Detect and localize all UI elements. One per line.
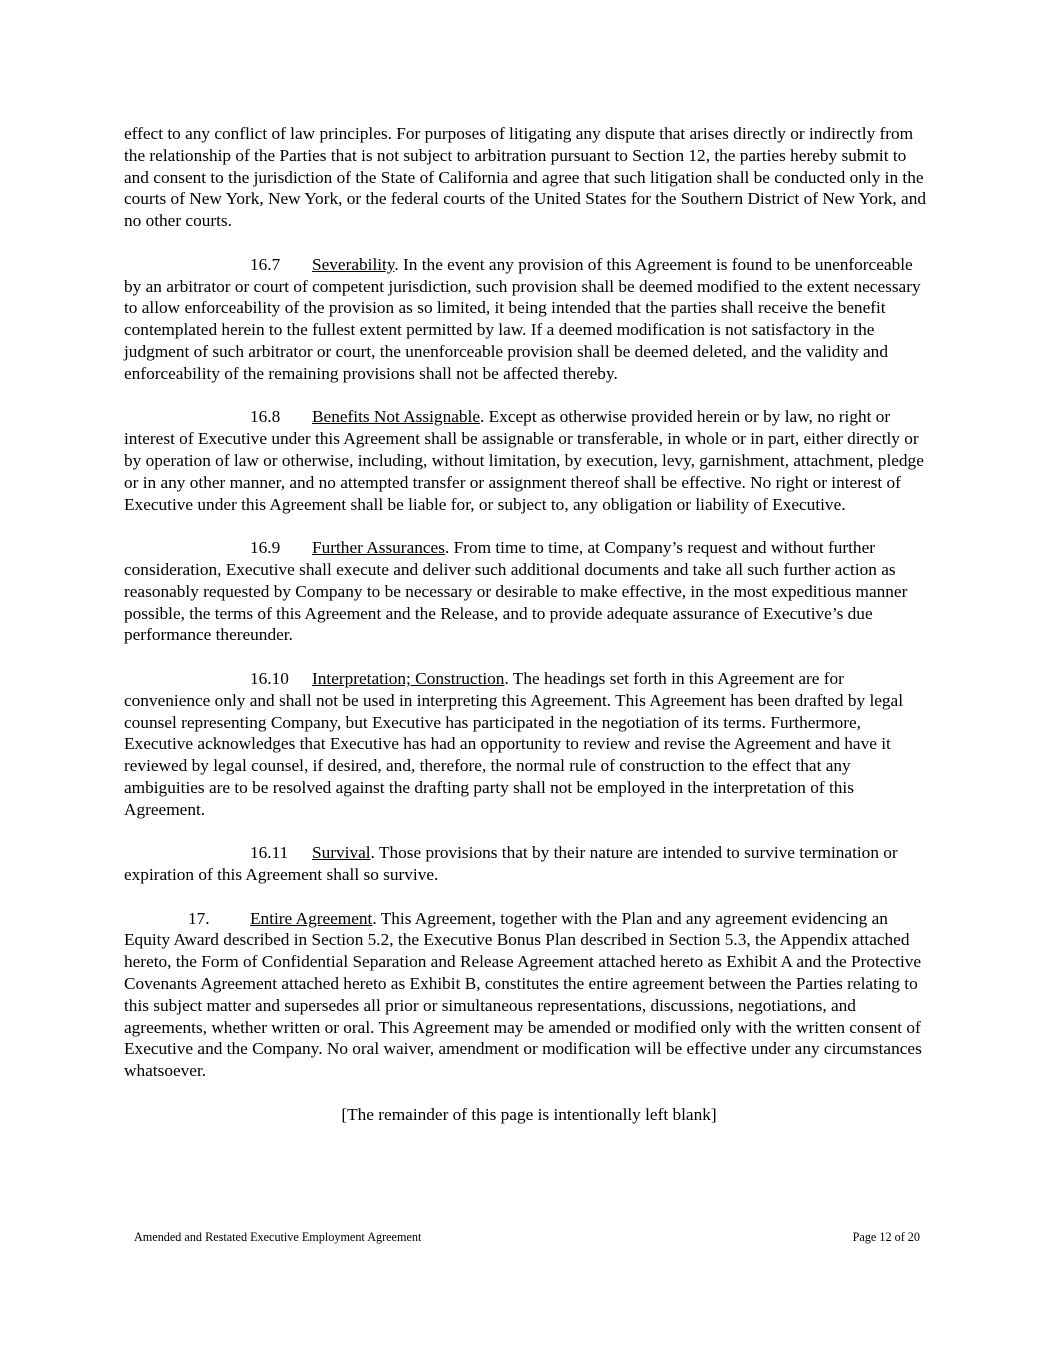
section-number: 16.10	[250, 668, 289, 688]
blank-page-note: [The remainder of this page is intentionally left blank]	[341, 1104, 717, 1124]
section-body: . In the event any provision of this Agreement is found to be unenforceable by an arbitrator or court of competent jurisdiction, such provision shall be deemed modified to the extent necessary to allow enforceability of the provision as so limited, it being intended that the parties shall receive the benefit contemplated herein to the fullest extent permitted by law. If a deemed modification is not satisfactory in the judgment of such arbitrator or court, the unenforceable provision shall be deemed deleted, and the validity and enforceability of the remaining provisions shall not be affected thereby.	[124, 254, 921, 383]
continuation-paragraph: effect to any conflict of law principles. For purposes of litigating any dispute that arises directly or indirectly from the relationship of the Parties that is not subject to arbitration pursuant to Section 12, the parties hereby submit to and consent to the jurisdiction of the State of California and agree that such litigation shall be conducted only in the courts of New York, New York, or the federal courts of the United States for the Southern District of New York, and no other courts.	[124, 124, 927, 231]
section-number: 16.8	[250, 407, 281, 427]
section-number: 17.	[188, 908, 210, 928]
section-heading: Benefits Not Assignable	[312, 407, 480, 427]
section-body: . From time to time, at Company’s request and without further consideration, Executive shall execute and deliver such additional documents and take all such further action as reasonably requested by Company to be necessary or desirable to make effective, in the most expeditious manner possible, the terms of this Agreement and the Release, and to provide adequate assurance of Executive’s due performance thereunder.	[124, 538, 908, 645]
section-heading: Interpretation; Construction	[312, 668, 505, 688]
section-16-10	[124, 668, 934, 821]
section-16-8	[124, 406, 934, 515]
section-number: 16.9	[250, 538, 281, 558]
section-body: . This Agreement, together with the Plan and any agreement evidencing an Equity Award described in Section 5.2, the Executive Bonus Plan described in Section 5.3, the Appendix attached hereto, the Form of Confidential Separation and Release Agreement attached hereto as Exhibit A and the Protective Covenants Agreement attached hereto as Exhibit B, constitutes the entire agreement between the Parties relating to this subject matter and supersedes all prior or simultaneous representations, discussions, negotiations, and agreements, whether written or oral. This Agreement may be amended or modified only with the written consent of Executive and the Company. No oral waiver, amendment or modification will be effective under any circumstances whatsoever.	[124, 908, 922, 1081]
section-16-11	[124, 842, 934, 886]
section-number: 16.7	[250, 254, 281, 274]
section-heading: Survival	[312, 843, 371, 863]
footer-page-number: Page 12 of 20	[852, 1230, 920, 1244]
section-heading: Entire Agreement	[250, 908, 373, 928]
section-16-7	[124, 254, 934, 385]
footer-document-title: Amended and Restated Executive Employment Agreement	[134, 1230, 422, 1244]
section-body: . The headings set forth in this Agreement are for convenience only and shall not be used in interpreting this Agreement. This Agreement has been drafted by legal counsel representing Company, but Executive has participated in the negotiation of its terms. Furthermore, Executive acknowledges that Executive has had an opportunity to review and revise the Agreement and have it reviewed by legal counsel, if desired, and, therefore, the normal rule of construction to the effect that any ambiguities are to be resolved against the drafting party shall not be employed in the interpretation of this Agreement.	[124, 668, 904, 819]
section-heading: Severability	[312, 254, 395, 274]
section-16-9	[124, 537, 934, 646]
document-page	[124, 123, 934, 1147]
section-body: . Except as otherwise provided herein or by law, no right or interest of Executive under this Agreement shall be assignable or transferable, in whole or in part, either directly or by operation of law or otherwise, including, without limitation, by execution, levy, garnishment, attachment, pledge or in any other manner, and no attempted transfer or assignment thereof shall be effective. No right or interest of Executive under this Agreement shall be liable for, or subject to, any obligation or liability of Executive.	[124, 407, 924, 514]
section-17	[124, 908, 934, 1082]
section-heading: Further Assurances	[312, 538, 445, 558]
page-footer	[134, 1230, 920, 1245]
section-number: 16.11	[250, 843, 289, 863]
section-body: . Those provisions that by their nature are intended to survive termination or expiration of this Agreement shall so survive.	[124, 843, 898, 885]
